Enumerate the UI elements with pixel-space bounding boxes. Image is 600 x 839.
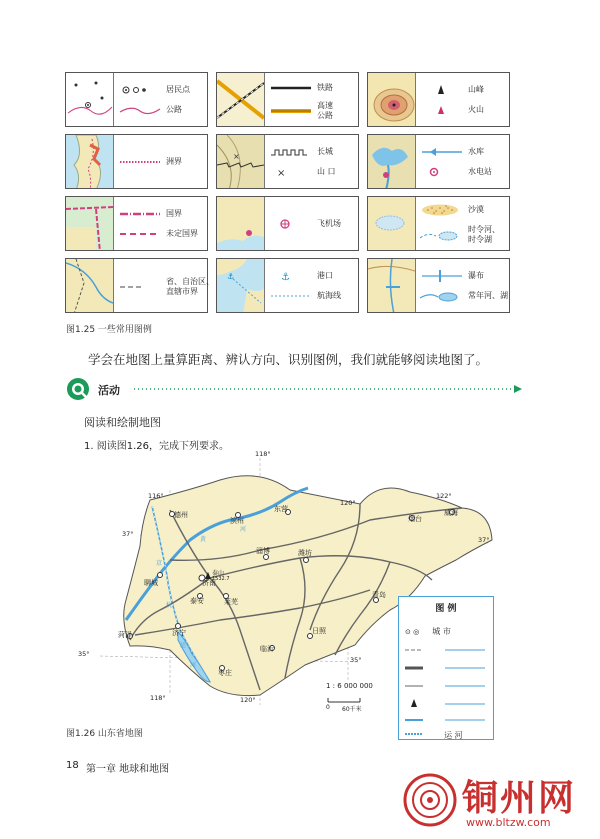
city-label: 泰安 [190,597,204,605]
legend-label: 山 口 [317,167,336,176]
airport-map-thumb [217,197,265,250]
legend-label: 瀑布 [468,271,484,280]
lon-label: 122° [436,492,452,500]
desert-symbol-icon [416,203,468,217]
reservoir-map-thumb [368,135,416,188]
map-legend-box [398,596,494,740]
lon-label: 120° [340,499,356,507]
city-label: 烟台 [408,515,422,523]
port-anchor-icon [265,269,317,283]
scale-tick: 60千米 [342,706,362,713]
railway-map-thumb [217,73,265,126]
legend-label: 高速 公路 [317,101,333,120]
legend-cell-wall [216,134,359,189]
watermark-url: www.bltzw.com [466,816,551,829]
activity-banner [64,376,522,402]
seasonal-river-icon [416,228,468,242]
legend-label: 公路 [166,105,182,114]
volcano-symbol-icon [416,103,468,117]
legend-cell-desert [367,196,510,251]
task-text: 1. 阅读图1.26，完成下列要求。 [84,441,229,452]
legend-label: 沙漠 [468,205,484,214]
legend-cell-settlement [65,72,208,127]
lat-label: 37° [122,530,134,538]
activity-label: 活动 [98,384,120,397]
lat-label: 35° [78,650,90,658]
railway-legend-icon [405,664,487,672]
watermark-seal-icon [402,772,458,828]
city-label: 菏泽 [118,631,132,639]
legend-label: 国界 [166,209,182,218]
airport-symbol-icon [265,217,317,231]
lon-label: 116° [148,492,164,500]
railway-symbol-icon [265,81,317,95]
page-number: 18 [66,760,79,771]
hydropower-symbol-icon [416,165,468,179]
desert-map-thumb [368,197,416,250]
river-label: 黄 [200,536,207,543]
river-label: 河 [240,526,247,533]
canal-label: 杭 [166,602,173,609]
legend-label: 省、自治区、 直辖市界 [166,277,214,296]
legend-label: 居民点 [166,85,190,94]
city-label: 济南 [202,579,216,587]
map-legend-row [405,639,487,658]
legend-label: 港口 [317,271,333,280]
reservoir-symbol-icon [416,145,468,159]
svg-text:⚓: ⚓ [281,272,290,283]
map-legend-label: 城 市 [432,627,451,636]
section-title: 阅读和绘制地图 [84,416,161,429]
map-legend-line-icon [405,646,487,654]
city-label: 莱芜 [224,598,238,606]
activity-icon [64,376,92,402]
watermark-brand: 铜州网 [462,777,577,819]
great-wall-symbol-icon [265,145,317,159]
legend-label: 时令河、 时令湖 [468,225,500,244]
peak-legend-icon [405,698,487,708]
city-label: 枣庄 [218,669,232,677]
map-legend-row [405,723,489,742]
city-label: 淄博 [256,547,270,555]
canal-label: 运 [180,642,187,649]
svg-text:×: × [233,152,240,161]
sea-route-icon [265,289,317,303]
lon-label: 118° [150,694,166,702]
lat-label: 35° [350,656,362,664]
continent-map-thumb [66,135,114,188]
map-legend-title: 图 例 [435,604,457,614]
legend-cell-mountain [367,72,510,127]
river-lake-icon [416,289,468,303]
legend-cell-continent [65,134,208,189]
city-label: 威海 [444,509,458,517]
waterfall-symbol-icon [416,269,468,283]
canal-legend-icon [405,730,425,738]
national-border-icon [114,207,166,221]
city-label: 滨州 [230,517,244,525]
canal-label: 京 [156,560,163,567]
city-label: 济宁 [172,629,186,637]
svg-text:⚓: ⚓ [227,272,235,281]
city-label: 潍坊 [298,549,312,557]
lon-label: 120° [240,696,256,704]
city-label: 青岛 [372,591,386,599]
legend-cell-province [65,258,214,313]
map-legend-row [405,657,487,676]
peak-label: 泰山 [212,570,225,577]
legend-label: 山峰 [468,85,484,94]
city-legend-symbol-icon: ⊙ ◎ [405,628,420,636]
legend-label: 水电站 [468,167,492,176]
wall-map-thumb [217,135,265,188]
chapter-title: 第一章 地球和地图 [86,764,170,775]
city-label: 东营 [274,505,288,513]
svg-text:×: × [277,168,286,179]
lat-label: 37° [478,536,490,544]
legend-label: 火山 [468,105,484,114]
figure-1-26-caption: 图1.26 山东省地图 [66,729,143,739]
road-legend-icon [405,682,487,690]
legend-label: 航海线 [317,291,341,300]
map-scale: 1 : 6 000 000 [326,682,373,690]
mountain-pass-icon [265,165,317,179]
legend-label: 常年河、湖 [468,291,508,300]
dotted-arrow-line [134,384,522,394]
legend-label: 未定国界 [166,229,198,238]
legend-figure-1-25 [65,72,510,314]
mountain-map-thumb [368,73,416,126]
peak-height: 1532.7 [212,576,230,582]
map-legend-label: 运 河 [444,731,463,740]
legend-label: 水库 [468,147,484,156]
road-symbol-icon [114,103,166,117]
legend-cell-railway [216,72,359,127]
city-label: 临沂 [260,645,274,653]
undefined-border-icon [114,227,166,241]
highway-symbol-icon [265,104,317,118]
peak-symbol-icon [416,83,468,97]
legend-cell-border [65,196,208,251]
paragraph: 学会在地图上量算距离、辨认方向、识别图例，我们就能够阅读地图了。 [88,352,489,367]
map-legend-row [405,675,487,694]
province-boundary-icon [114,280,166,294]
legend-label: 飞机场 [317,219,341,228]
waterfall-map-thumb [368,259,416,312]
watermark [402,768,592,834]
city-label: 日照 [312,627,326,635]
city-label: 聊城 [144,579,158,587]
legend-label: 洲界 [166,157,182,166]
province-map-thumb [66,259,114,312]
legend-cell-reservoir [367,134,510,189]
figure-1-25-caption: 图1.25 一些常用图例 [66,325,152,335]
legend-label: 长城 [317,147,333,156]
legend-cell-port [216,258,359,313]
port-map-thumb [217,259,265,312]
legend-label: 铁路 [317,83,333,92]
border-map-thumb [66,197,114,250]
settlement-map-thumb [66,73,114,126]
legend-cell-airport [216,196,359,251]
city-label: 德州 [174,511,188,519]
legend-cell-waterfall [367,258,510,313]
continent-boundary-icon [114,155,166,169]
lon-label: 118° [255,450,271,458]
scale-tick: 0 [326,704,330,711]
canal-label: 河 [190,662,197,669]
city-symbol-icon [114,83,166,97]
map-legend-row [405,619,487,636]
